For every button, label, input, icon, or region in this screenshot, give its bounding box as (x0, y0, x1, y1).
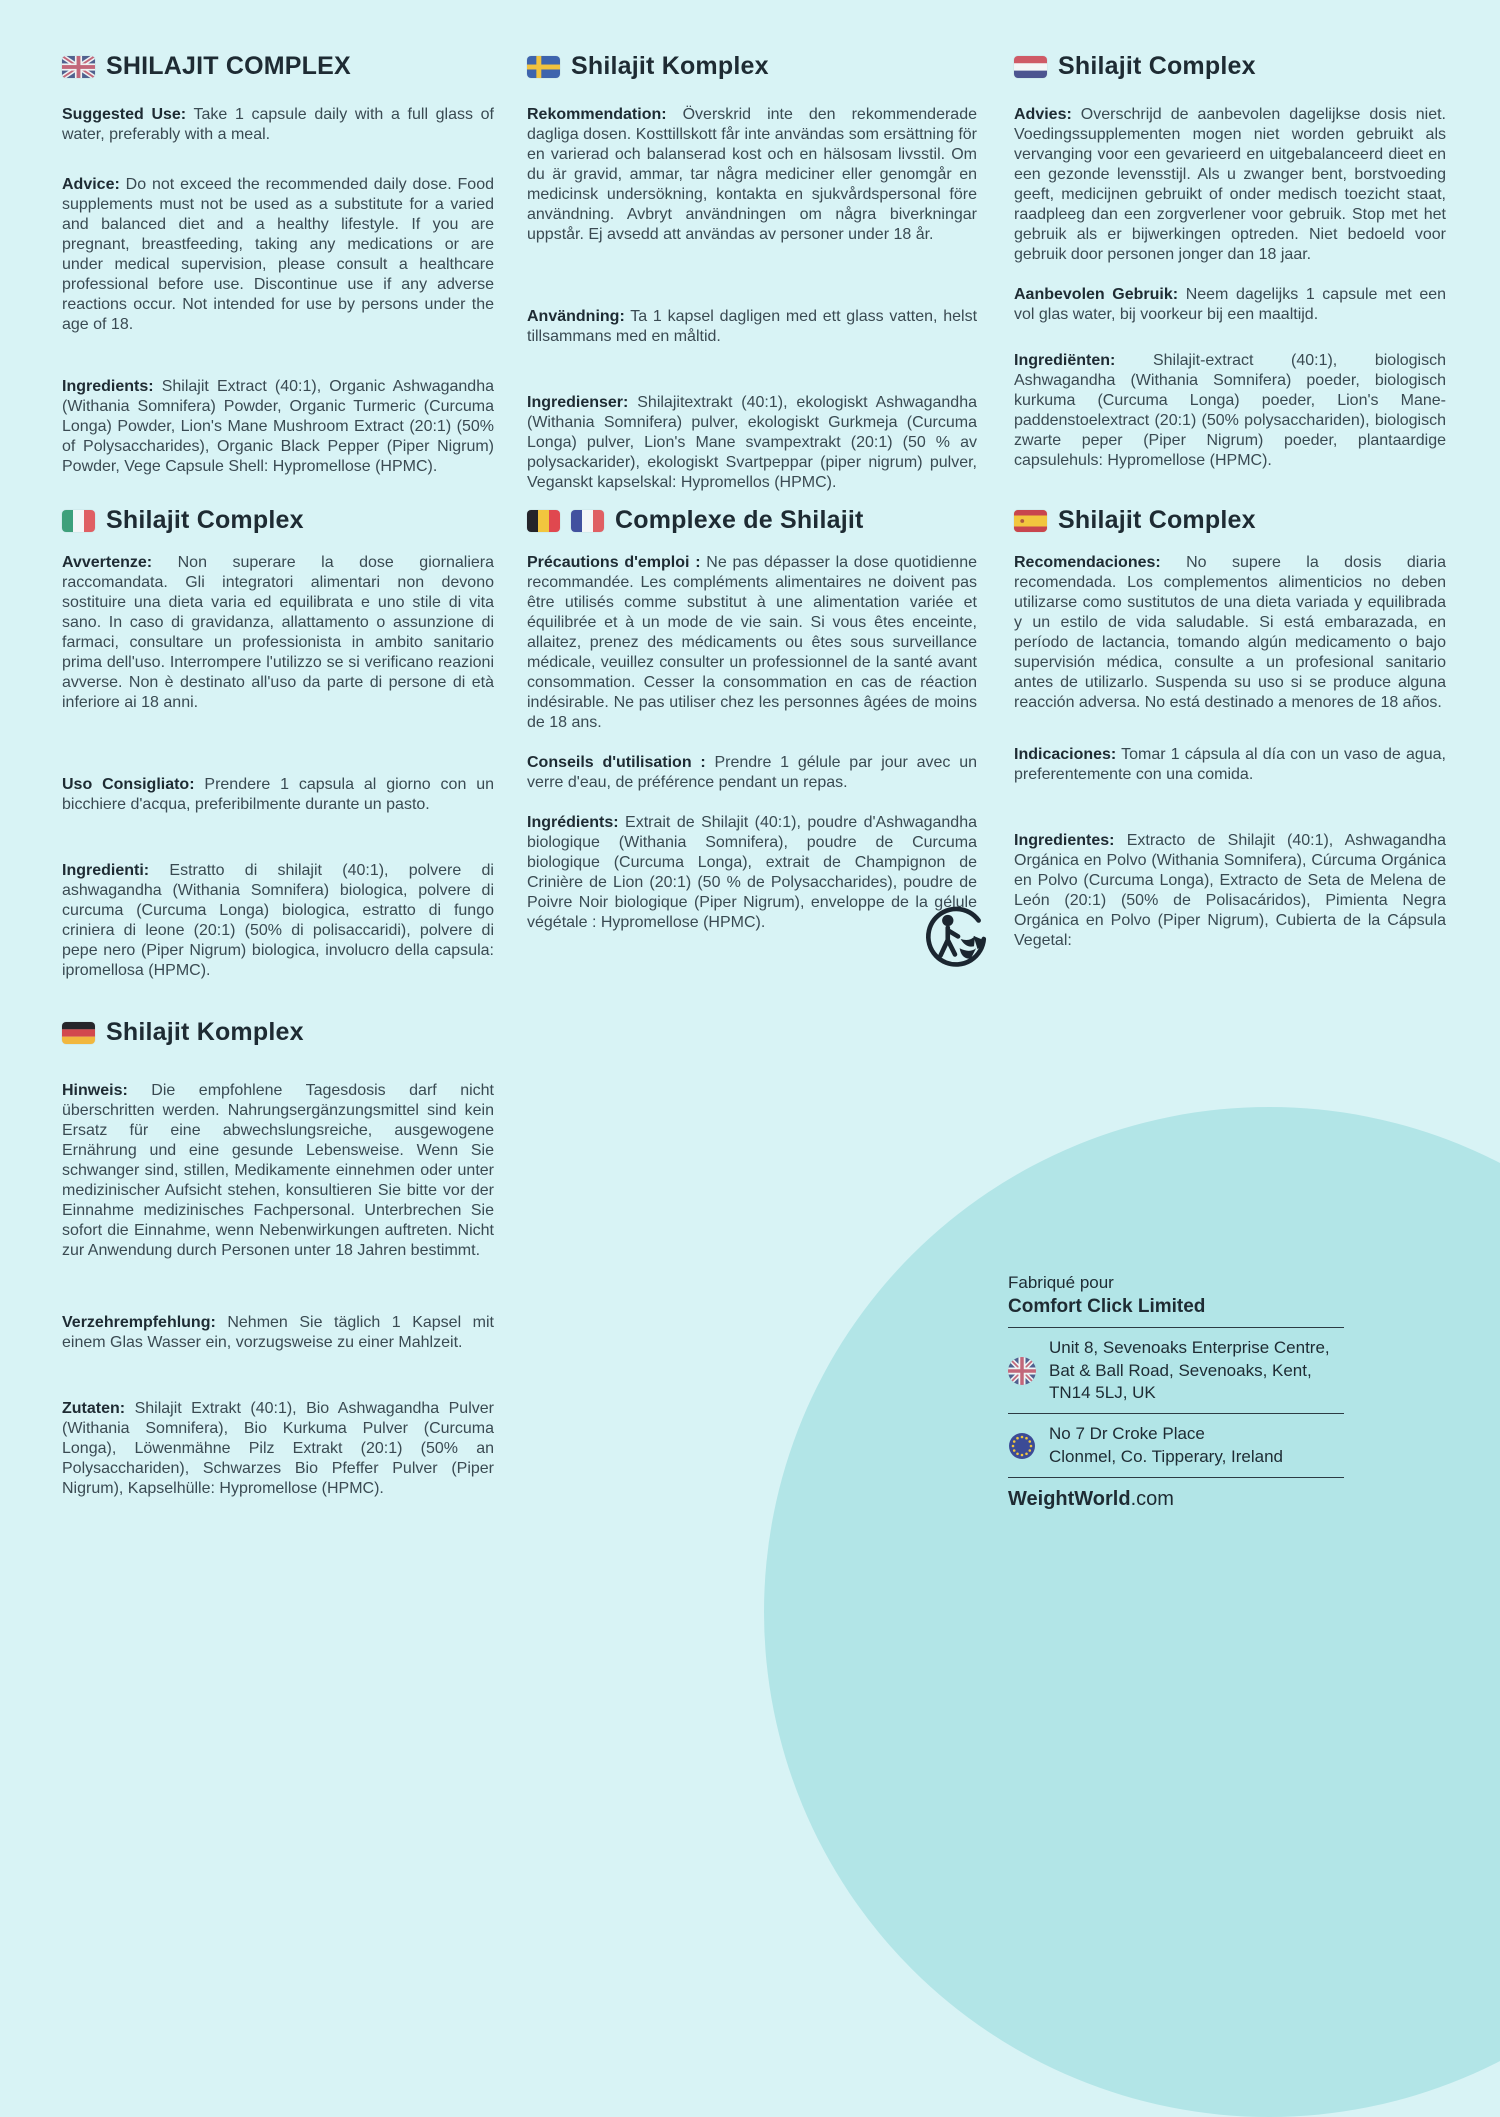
uk-flag-icon (1008, 1357, 1036, 1385)
paragraph-text: Extrait de Shilajit (40:1), poudre d'Ashwagandha biologique (Withania Somnifera), poudre de Curcuma biologique (Curcuma Longa), extrait de Champignon de Crinière de Lion (20:1) (50 % de Polysaccharides), poudre de Poivre Noir biologique (Piper Nigrum), enveloppe de la gélule végétale : Hypromellose (HPMC). (527, 814, 977, 931)
spain-flag-icon (1014, 510, 1047, 532)
paragraph-text: Neem dagelijks 1 capsule met een vol glas water, bij voorkeur bij een maaltijd. (1014, 286, 1447, 323)
section-dutch (1014, 52, 1446, 471)
paragraph-text: Nehmen Sie täglich 1 Kapsel mit einem Glas Wasser ein, vorzugsweise zu einer Mahlzeit. (62, 1314, 494, 1351)
paragraph-label: Rekommendation: (527, 106, 667, 123)
paragraph-label: Ingrédients: (527, 814, 619, 831)
paragraph-text: Shilajit Extrakt (40:1), Bio Ashwagandha Pulver (Withania Somnifera), Bio Kurkuma Pulver (Curcuma Longa), Löwenmähne Pilz Extrakt (20:1) (50% an Polysacchariden), Schwarzes Bio Pfeffer Pulver (Piper Nigrum), Kapselhülle: Hypromellose (HPMC). (62, 1400, 494, 1497)
paragraph-label: Ingredienti: (62, 862, 150, 879)
section-header (62, 506, 494, 535)
manufacturer-block (1008, 1272, 1344, 1511)
paragraph-text: Extracto de Shilajit (40:1), Ashwagandha Orgánica en Polvo (Withania Somnifera), Cúrcuma Orgánica en Polvo (Curcuma Longa), Extracto de Seta de Melena de León (20:1) (50% de Polisacáridos), Pimienta Negra Orgánica en Polvo (Piper Nigrum), Cubierta de la Cápsula Vegetal: (1014, 832, 1446, 949)
section-spanish (1014, 506, 1446, 951)
usage-paragraph (527, 307, 977, 347)
paragraph-label: Uso Consigliato: (62, 776, 195, 793)
address-line: No 7 Dr Croke Place (1049, 1424, 1205, 1444)
company-name: Comfort Click Limited (1008, 1296, 1206, 1318)
section-french (527, 506, 977, 933)
website-brand: WeightWorld (1008, 1488, 1131, 1511)
paragraph-text: Tomar 1 cápsula al día con un vaso de agua, preferentemente con una comida. (1014, 746, 1446, 783)
section-header (62, 1018, 494, 1047)
ingredients-paragraph (1014, 831, 1446, 951)
made-for-label: Fabriqué pour (1008, 1273, 1114, 1292)
section-header (527, 52, 977, 81)
usage-paragraph (62, 1313, 494, 1353)
eu-flag-icon (1008, 1432, 1036, 1460)
usage-paragraph (1014, 745, 1446, 785)
eu-address (1049, 1423, 1283, 1468)
paragraph-label: Ingredienser: (527, 394, 629, 411)
paragraph-text: Ne pas dépasser la dose quotidienne recommandée. Les compléments alimentaires ne doivent pas être utilisés comme substitut à une alimentation variée et équilibrée et à un mode de vie sain. Si vous êtes enceinte, allaitez, prenez des médicaments ou êtes sous surveillance médicale, veuillez consulter un professionnel de la santé avant consommation. Cesser la consommation en cas de réaction indésirable. Ne pas utiliser chez les personnes âgées de moins de 18 ans. (527, 554, 977, 731)
section-title: Shilajit Complex (1058, 506, 1256, 534)
paragraph-text: Shilajitextrakt (40:1), ekologiskt Ashwagandha (Withania Somnifera) pulver, ekologiskt Gurkmeja (Curcuma Longa) pulver, Lion's Mane svampextrakt (20:1) (50 % av polysackarider), ekologiskt Svartpeppar (piper nigrum) pulver, Veganskt kapselskal: Hypromellos (HPMC). (527, 394, 977, 491)
paragraph-label: Användning: (527, 308, 625, 325)
paragraph-text: Take 1 capsule daily with a full glass of water, preferably with a meal. (62, 106, 494, 143)
usage-paragraph (1014, 285, 1446, 325)
paragraph-label: Hinweis: (62, 1082, 128, 1099)
paragraph-label: Précautions d'emploi : (527, 554, 701, 571)
paragraph-text: Ta 1 kapsel dagligen med ett glass vatten, helst tillsammans med en måltid. (527, 308, 978, 345)
paragraph-text: Shilajit-extract (40:1), biologisch Ashwagandha (Withania Somnifera) poeder, biologisch kurkuma (Curcuma Longa) poeder, Lion's Mane-paddenstoelextract (20:1) (50% polysacchariden), biologisch zwarte peper (Piper Nigrum) poeder, plantaardige capsulehuls: Hypromellose (HPMC). (1014, 352, 1446, 469)
paragraph-label: Advies: (1014, 106, 1072, 123)
website (1008, 1478, 1344, 1511)
paragraph-label: Ingredients: (62, 378, 154, 395)
france-flag-icon (571, 510, 604, 532)
ingredients-paragraph (527, 813, 977, 933)
section-title: SHILAJIT COMPLEX (106, 52, 351, 80)
eu-address-row (1008, 1414, 1344, 1477)
paragraph-label: Zutaten: (62, 1400, 126, 1417)
address-line: Clonmel, Co. Tipperary, Ireland (1049, 1446, 1284, 1466)
uk-address (1049, 1337, 1330, 1404)
ingredients-paragraph (62, 861, 494, 981)
paragraph-text: Do not exceed the recommended daily dose. Food supplements must not be used as a substitute for a varied and balanced diet and a healthy lifestyle. If you are pregnant, breastfeeding, taking any medications or are under medical supervision, please consult a healthcare professional before use. Discontinue use if any adverse reactions occur. Not intended for use by persons under the age of 18. (62, 176, 494, 333)
website-tld: .com (1130, 1488, 1174, 1511)
section-header (62, 52, 494, 81)
ingredients-paragraph (1014, 351, 1446, 471)
section-swedish (527, 52, 977, 493)
usage-paragraph (62, 775, 494, 815)
sweden-flag-icon (527, 56, 560, 78)
usage-paragraph (527, 753, 977, 793)
paragraph-text: Prendre 1 gélule par jour avec un verre d'eau, de préférence pendant un repas. (527, 754, 978, 791)
paragraph-label: Advice: (62, 176, 120, 193)
section-title: Complexe de Shilajit (615, 506, 864, 534)
paragraph-label: Indicaciones: (1014, 746, 1117, 763)
section-header (1014, 506, 1446, 535)
germany-flag-icon (62, 1022, 95, 1044)
section-english (62, 52, 494, 477)
section-title: Shilajit Complex (106, 506, 304, 534)
belgium-flag-icon (527, 510, 560, 532)
paragraph-label: Conseils d'utilisation : (527, 754, 706, 771)
section-header (527, 506, 977, 535)
address-line: Bat & Ball Road, Sevenoaks, Kent, (1049, 1360, 1312, 1380)
background-circle (764, 1107, 1500, 2117)
ingredients-paragraph (62, 1399, 494, 1499)
paragraph-label: Aanbevolen Gebruik: (1014, 286, 1179, 303)
paragraph-text: Die empfohlene Tagesdosis darf nicht überschritten werden. Nahrungsergänzungsmittel sind kein Ersatz für eine abwechslungsreiche, ausgewogene Ernährung und eine gesunde Lebensweise. Wenn Sie schwanger sind, stillen, Medikamente einnehmen oder unter medizinischer Aufsicht stehen, konsultieren Sie bitte vor der Einnahme medizinisches Fachpersonal. Unterbrechen Sie sofort die Einnahme, wenn Nebenwirkungen auftreten. Nicht zur Anwendung durch Personen unter 18 Jahren bestimmt. (62, 1082, 495, 1259)
paragraph-text: Non superare la dose giornaliera raccomandata. Gli integratori alimentari non devono sostituire una dieta varia ed equilibrata e uno stile di vita sano. In caso di gravidanza, allattamento o assunzione di farmaci, consultare un professionista in ambito sanitario prima dell'uso. Interrompere l'utilizzo se si verificano reazioni avverse. Non è destinato all'uso da parte di persone di età inferiore ai 18 anni. (62, 554, 495, 711)
ingredients-paragraph (527, 393, 977, 493)
advice-paragraph (1014, 105, 1446, 265)
section-header (1014, 52, 1446, 81)
warnings-paragraph (62, 553, 494, 713)
section-italian (62, 506, 494, 981)
recommendation-paragraph (527, 105, 977, 245)
paragraph-label: Ingredientes: (1014, 832, 1115, 849)
section-title: Shilajit Komplex (571, 52, 769, 80)
section-german (62, 1018, 494, 1499)
netherlands-flag-icon (1014, 56, 1047, 78)
uk-flag-icon (62, 56, 95, 78)
triman-recycling-icon (920, 903, 992, 975)
uk-address-row (1008, 1328, 1344, 1413)
address-line: Unit 8, Sevenoaks Enterprise Centre, (1049, 1338, 1330, 1358)
paragraph-text: Shilajit Extract (40:1), Organic Ashwagandha (Withania Somnifera) Powder, Organic Turmeric (Curcuma Longa) Powder, Lion's Mane Mushroom Extract (20:1) (50% of Polysaccharides), Organic Black Pepper (Piper Nigrum) Powder, Vege Capsule Shell: Hypromellose (HPMC). (62, 378, 495, 475)
paragraph-text: Överskrid inte den rekommenderade dagliga dosen. Kosttillskott får inte användas som ersättning för en varierad och balanserad kost och en hälsosam livsstil. Om du är gravid, ammar, tar några mediciner eller genomgår en medicinsk undersökning, kontakta en sjukvårdspersonal före användning. Avbryt användningen om några biverkningar uppstår. Ej avsedd att användas av personer under 18 år. (527, 106, 977, 243)
italy-flag-icon (62, 510, 95, 532)
section-title: Shilajit Komplex (106, 1018, 304, 1046)
ingredients-paragraph (62, 377, 494, 477)
paragraph-text: No supere la dosis diaria recomendada. Los complementos alimenticios no deben utilizarse como sustitutos de una dieta variada y equilibrada y un estilo de vida saludable. Si está embarazada, en período de lactancia, tomando algún medicamento o bajo supervisión médica, consulte a un profesional sanitario antes de utilizarlo. Suspenda su uso si se produce alguna reacción adversa. No está destinado a menores de 18 años. (1014, 554, 1447, 711)
paragraph-label: Avvertenze: (62, 554, 153, 571)
precautions-paragraph (527, 553, 977, 733)
paragraph-label: Recomendaciones: (1014, 554, 1161, 571)
notice-paragraph (62, 1081, 494, 1261)
recommendations-paragraph (1014, 553, 1446, 713)
address-line: TN14 5LJ, UK (1049, 1382, 1156, 1402)
advice-paragraph (62, 175, 494, 335)
section-title: Shilajit Complex (1058, 52, 1256, 80)
paragraph-text: Prendere 1 capsula al giorno con un bicchiere d'acqua, preferibilmente durante un pasto. (62, 776, 494, 813)
paragraph-text: Overschrijd de aanbevolen dagelijkse dosis niet. Voedingssupplementen mogen niet worden gebruikt als vervanging voor een gevarieerd en uitgebalanceerd dieet en een gezonde levensstijl. Als u zwanger bent, borstvoeding geeft, medicijnen gebruikt of onder medisch toezicht staat, raadpleeg dan een zorgverlener voor gebruik. Stop met het gebruik als er bijwerkingen optreden. Niet bedoeld voor gebruik door personen jonger dan 18 jaar. (1014, 106, 1446, 263)
paragraph-text: Estratto di shilajit (40:1), polvere di ashwagandha (Withania Somnifera) biologica, polvere di curcuma (Curcuma Longa) biologica, estratto di fungo criniera di leone (20:1) (50% di polisaccaridi), polvere di pepe nero (Piper Nigrum) biologica, involucro della capsula: ipromellosa (HPMC). (62, 862, 494, 979)
suggested-use-paragraph (62, 105, 494, 145)
paragraph-label: Verzehrempfehlung: (62, 1314, 216, 1331)
paragraph-label: Ingrediënten: (1014, 352, 1116, 369)
paragraph-label: Suggested Use: (62, 106, 187, 123)
